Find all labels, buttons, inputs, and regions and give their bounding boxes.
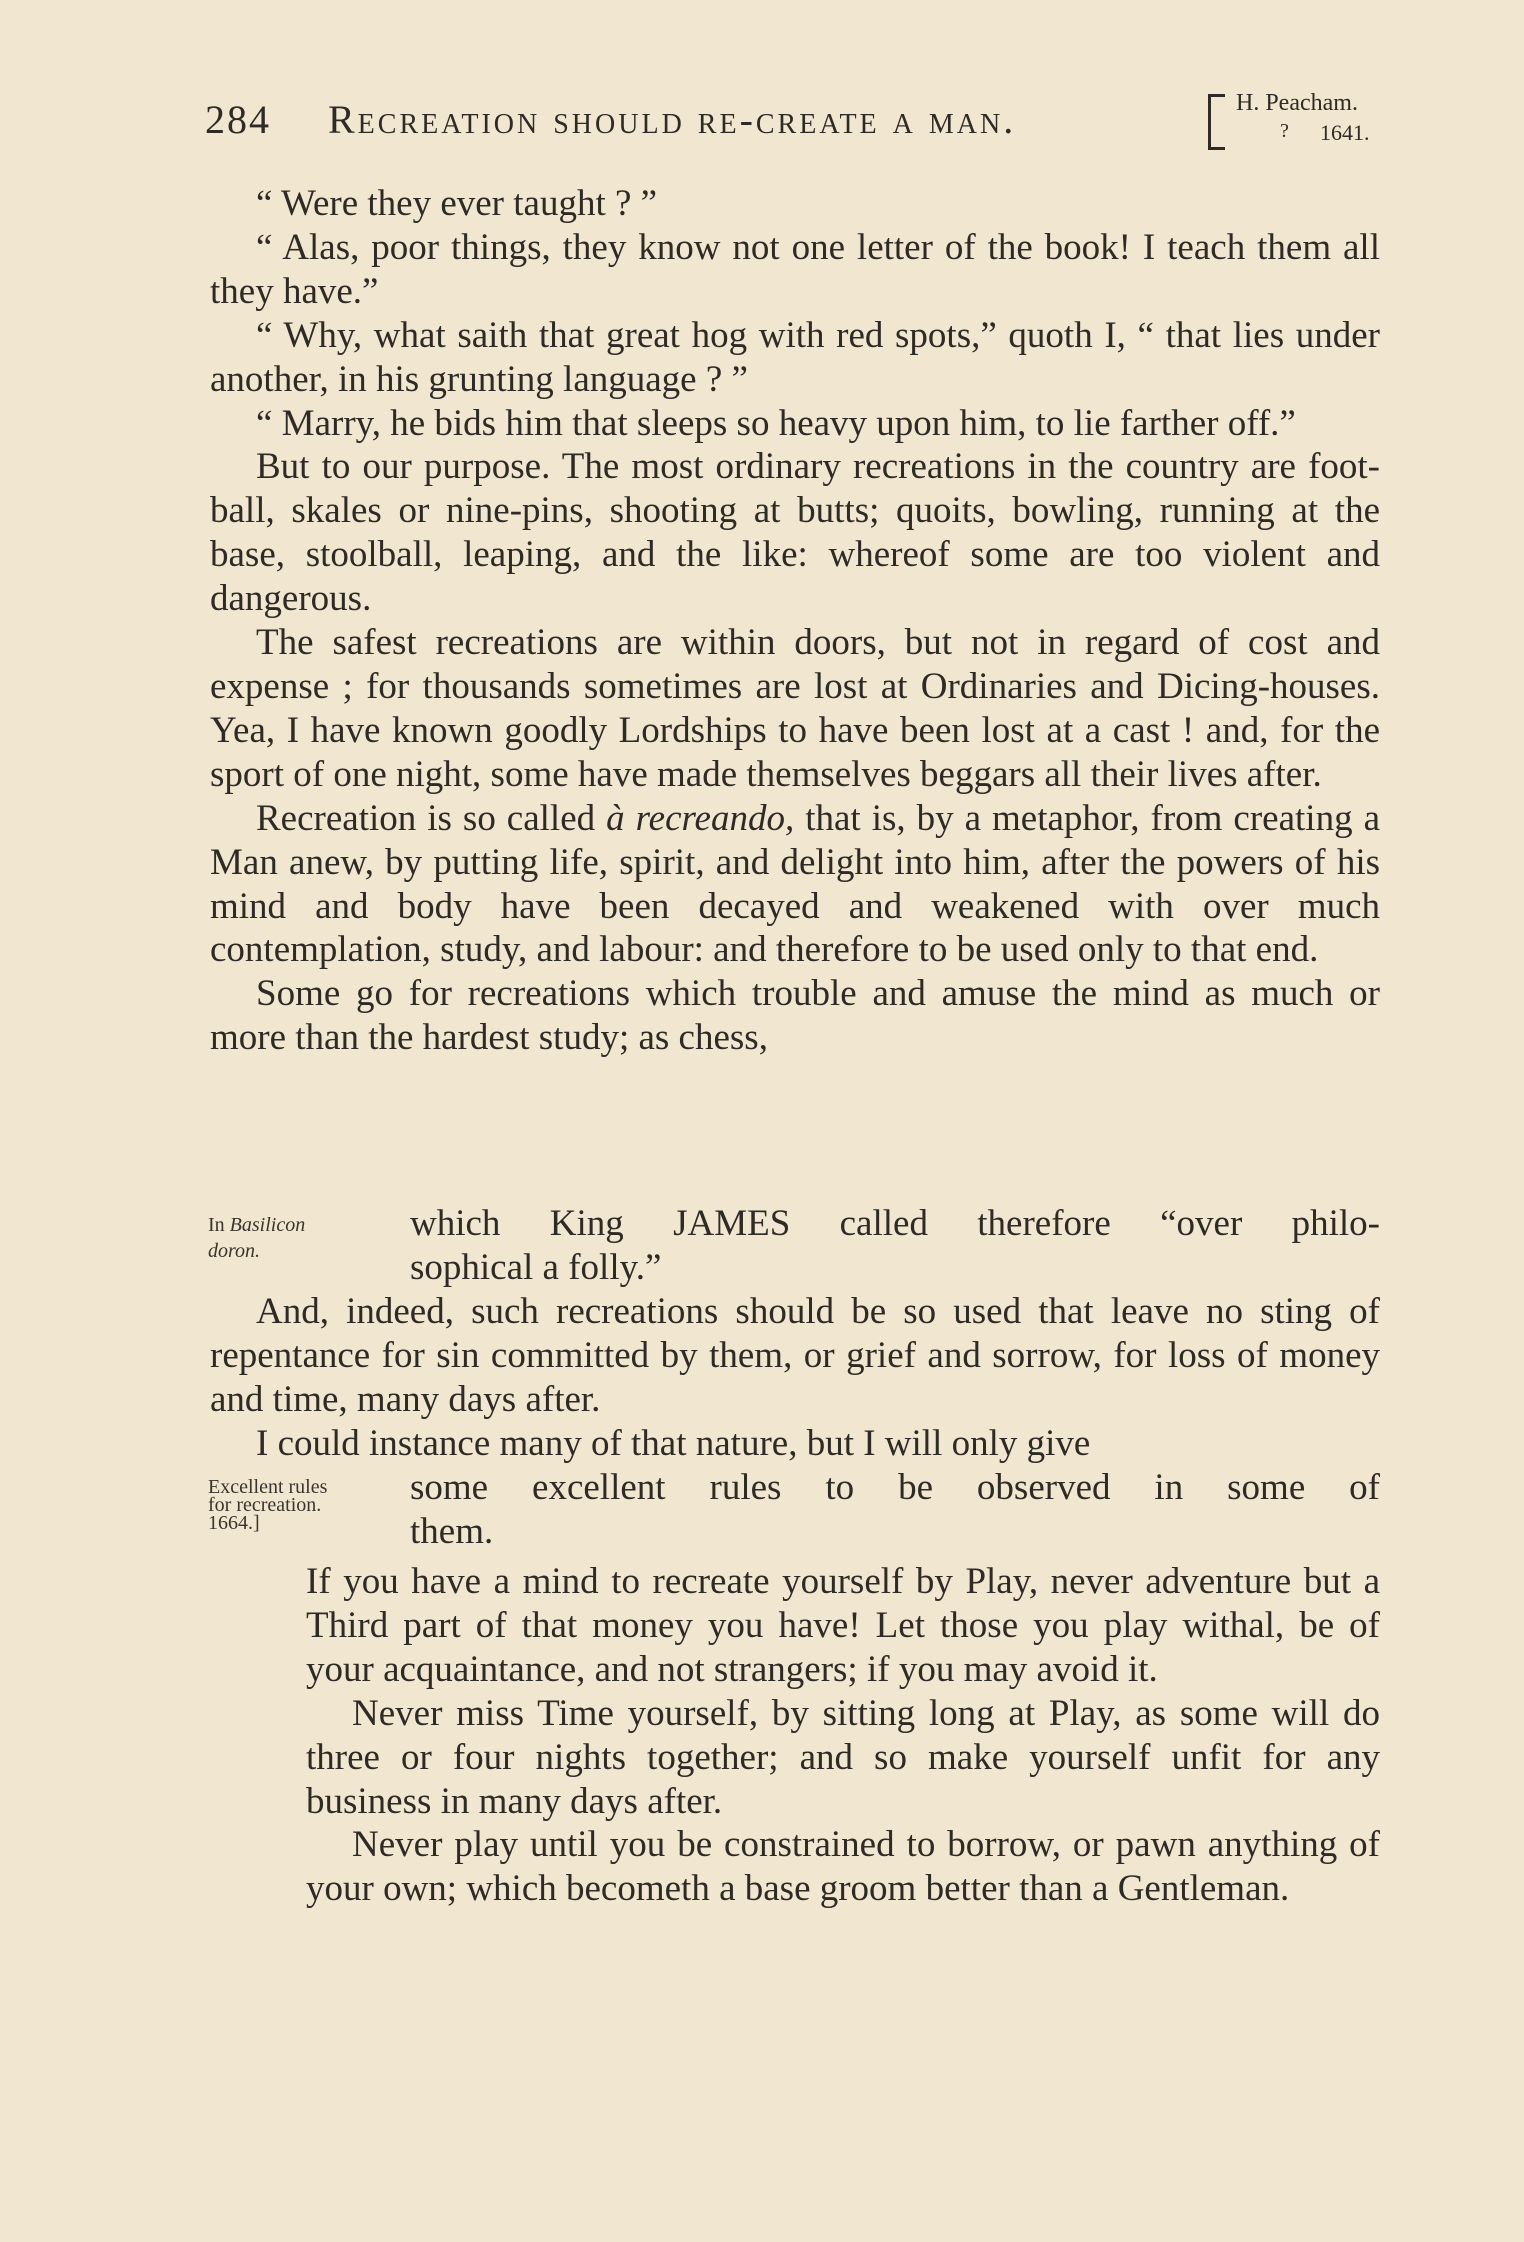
rules-block <box>306 1560 1380 1911</box>
paragraph-text: Recreation is so called <box>256 797 607 839</box>
recreation-definition-paragraph <box>210 797 1380 973</box>
paragraph-text: that is, by a metaphor, from creating a Man anew, by putting life, spirit, and delight into him, after the powers of his mind and body have been decayed and weakened with over much contemplation, study, and labour: and therefore to be used only to that end. <box>210 797 1381 971</box>
page-header <box>205 88 1385 158</box>
margin-note-line: 1664.] <box>208 1512 260 1534</box>
page-number: 284 <box>205 97 271 142</box>
running-title: Recreation should re-create a man. <box>328 97 1017 142</box>
body-paragraph: But to our purpose. The most ordinary recreations in the country are foot-ball, skales or nine-pins, shooting at butts; quoits, bowling, running at the base, stoolball, leaping, and the like: whereof some are too violent and dangerous. <box>210 446 1380 620</box>
author-name: H. Peacham. <box>1236 90 1358 116</box>
margin-note-line: Excellent rules <box>208 1476 328 1498</box>
body-paragraph: The safest recreations are within doors, but not in regard of cost and expense ; for thousands sometimes are lost at Ordinaries and Dicing-houses. Yea, I have known goodly Lordships to have been lost at a cast ! and, for the sport of one night, some have made themselves beggars all their lives after. <box>210 622 1380 795</box>
instance-line-two: them. <box>410 1511 494 1552</box>
body-paragraph: “ Marry, he bids him that sleeps so heavy upon him, to lie farther off.” <box>256 402 1296 444</box>
instance-paragraph-lead: I could instance many of that nature, but I will only give <box>256 1422 1091 1464</box>
publication-year: 1641. <box>1320 120 1370 145</box>
body-paragraph: “ Were they ever taught ? ” <box>256 183 658 224</box>
main-text-continued <box>210 1290 1380 1466</box>
chess-line-one: which King JAMES called therefore “over philo- <box>410 1203 1380 1244</box>
margin-note-rules <box>208 1478 327 1532</box>
body-paragraph: And, indeed, such recreations should be so used that leave no sting of repentance for sin committed by them, or grief and sorrow, for loss of money and time, many days after. <box>210 1291 1380 1420</box>
rule-paragraph: Never play until you be constrained to borrow, or pawn anything of your own; which becometh a base groom better than a Gentleman. <box>306 1824 1380 1910</box>
body-paragraph: “ Why, what saith that great hog with red spots,” quoth I, “ that lies under another, in his grunting language ? ” <box>210 314 1380 400</box>
uncertain-mark: ? <box>1280 120 1289 142</box>
main-text <box>210 182 1380 1060</box>
rule-paragraph: If you have a mind to recreate yourself by Play, never adventure but a Third part of that money you have! Let those you play withal, be of your acquaintance, and not strangers; if you may avoid it. <box>306 1561 1380 1690</box>
rule-paragraph: Never miss Time yourself, by sitting long at Play, as some will do three or four nights together; and so make yourself unfit for any business in many days after. <box>306 1692 1380 1822</box>
margin-note-basilicon <box>208 1216 305 1260</box>
margin-note-line: for recreation. <box>208 1494 322 1516</box>
instance-line-one: some excellent rules to be observed in some of <box>410 1467 1380 1508</box>
margin-note-title: doron. <box>208 1240 261 1262</box>
body-paragraph: “ Alas, poor things, they know not one letter of the book! I teach them all they have.” <box>210 226 1380 312</box>
author-date-note <box>1208 88 1388 150</box>
bracket-mark <box>1208 94 1225 150</box>
margin-note-prefix: In <box>208 1214 225 1236</box>
margin-note-title: Basilicon <box>229 1214 306 1236</box>
chess-line-two: sophical a folly.” <box>410 1247 662 1288</box>
latin-phrase: à recreando, <box>606 797 795 839</box>
chess-paragraph-lead: Some go for recreations which trouble and amuse the mind as much or more than the hardest study; as chess, <box>210 973 1380 1059</box>
